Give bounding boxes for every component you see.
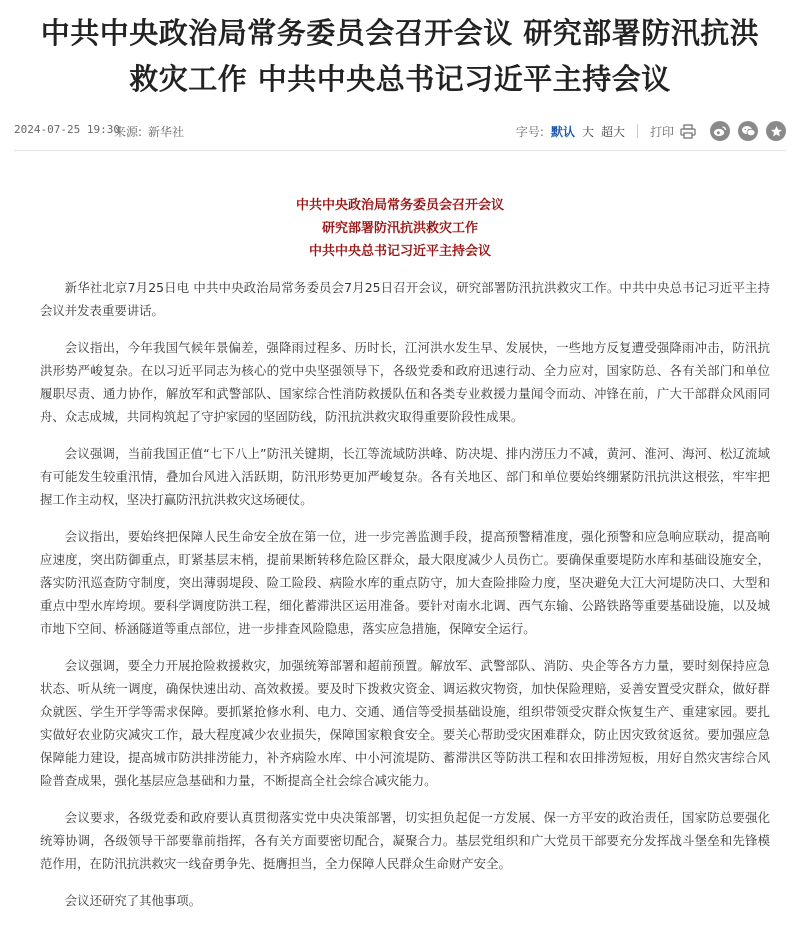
title-line-2: 救灾工作 中共中央总书记习近平主持会议 (129, 62, 671, 96)
article-paragraph: 新华社北京7月25日电 中共中央政治局常务委员会7月25日召开会议，研究部署防汛抗洪救灾工作。中共中央总书记习近平主持会议并发表重要讲话。 (40, 280, 770, 318)
share-buttons (710, 121, 786, 141)
article-paragraph: 会议还研究了其他事项。 (64, 893, 202, 908)
lead-line-3: 中共中央总书记习近平主持会议 (308, 244, 491, 259)
publish-date: 2024-07-25 19:30 (14, 123, 120, 136)
article-tools (516, 120, 786, 142)
article-paragraph: 会议要求，各级党委和政府要认真贯彻落实党中央决策部署，切实担负起促一方发展、保一方平安的政治责任，国家防总要强化统筹协调，各级领导干部要靠前指挥，各有关方面要密切配合，凝聚合力。基层党组织和广大党员干部要充分发挥战斗堡垒和先锋模范作用，在防汛抗洪救灾一线奋勇争先、挺膺担当，全力保障人民群众生命财产安全。 (40, 810, 770, 871)
title-line-1: 中共中央政治局常务委员会召开会议 研究部署防汛抗洪 (40, 16, 760, 50)
article-meta (14, 120, 786, 142)
article-paragraph: 会议强调，要全力开展抢险救援救灾，加强统筹部署和超前预置。解放军、武警部队、消防、央企等各方力量，要时刻保持应急状态、听从统一调度，确保快速出动、高效救援。要及时下拨救灾资金、调运救灾物资，加快保险理赔，妥善安置受灾群众，做好群众就医、学生开学等需求保障。要抓紧抢修水利、电力、交通、通信等受损基础设施，组织带领受灾群众恢复生产、重建家园。要扎实做好农业防灾减灾工作，最大程度减少农业损失，保障国家粮食安全。要关心帮助受灾困难群众，防止因灾致贫返贫。要加强应急保障能力建设，提高城市防洪排涝能力，补齐病险水库、中小河流堤防、蓄滞洪区等防洪工程和农田排涝短板，用好自然灾害综合风险普查成果，强化基层应急基础和力量，不断提高全社会综合减灾能力。 (40, 658, 770, 788)
favorite-icon[interactable] (766, 121, 786, 141)
weibo-icon[interactable] (710, 121, 730, 141)
print-label: 打印 (649, 124, 674, 139)
header-divider (14, 150, 786, 151)
print-button[interactable] (650, 123, 696, 140)
article-paragraph: 会议指出，要始终把保障人民生命安全放在第一位，进一步完善监测手段，提高预警精准度，强化预警和应急响应联动，提高响应速度，突出防御重点，盯紧基层末梢，提前果断转移危险区群众，最大限度减少人员伤亡。要确保重要堤防水库和基础设施安全，落实防汛巡查防守制度，突出薄弱堤段、险工险段、病险水库的重点防守，加大查险排险力度，坚决避免大江大河堤防决口、大型和重点中型水库垮坝。要科学调度防洪工程，细化蓄滞洪区运用准备。要针对南水北调、西气东输、公路铁路等重要基础设施，以及城市地下空间、桥涵隧道等重点部位，进一步排查风险隐患，落实应急措施，保障安全运行。 (40, 529, 770, 636)
article-title (0, 10, 800, 102)
source-name: 新华社 (148, 125, 185, 139)
lead-line-2: 研究部署防汛抗洪救灾工作 (321, 221, 478, 236)
printer-icon (680, 124, 696, 139)
source-label: 来源: (114, 125, 143, 139)
font-size-large-button[interactable]: 大 (581, 124, 594, 139)
font-size-control (516, 123, 625, 140)
article-body (40, 276, 770, 926)
lead-line-1: 中共中央政治局常务委员会召开会议 (295, 198, 504, 213)
font-size-xlarge-button[interactable]: 超大 (600, 124, 625, 139)
font-size-label: 字号: (515, 124, 544, 139)
article-source (114, 123, 184, 140)
article-lead (0, 194, 800, 263)
article-paragraph: 会议强调，当前我国正值“七下八上”防汛关键期，长江等流域防洪峰、防决堤、排内涝压力不减，黄河、淮河、海河、松辽流域有可能发生较重汛情，叠加台风进入活跃期，防汛形势更加严峻复杂。各有关地区、部门和单位要始终绷紧防汛抗洪这根弦，牢牢把握工作主动权，坚决打赢防汛抗洪救灾这场硬仗。 (40, 446, 770, 507)
article-paragraph: 会议指出，今年我国气候年景偏差，强降雨过程多、历时长，江河洪水发生早、发展快，一些地方反复遭受强降雨冲击，防汛抗洪形势严峻复杂。在以习近平同志为核心的党中央坚强领导下，各级党委和政府迅速行动、全力应对，国家防总、各有关部门和单位履职尽责、通力协作，解放军和武警部队、国家综合性消防救援队伍和各类专业救援力量闻令而动、冲锋在前，广大干部群众风雨同舟、众志成城，共同构筑起了守护家园的坚固防线，防汛抗洪救灾取得重要阶段性成果。 (40, 340, 770, 424)
wechat-icon[interactable] (738, 121, 758, 141)
toolbar-divider (637, 124, 638, 138)
font-size-default-button[interactable]: 默认 (550, 124, 575, 139)
